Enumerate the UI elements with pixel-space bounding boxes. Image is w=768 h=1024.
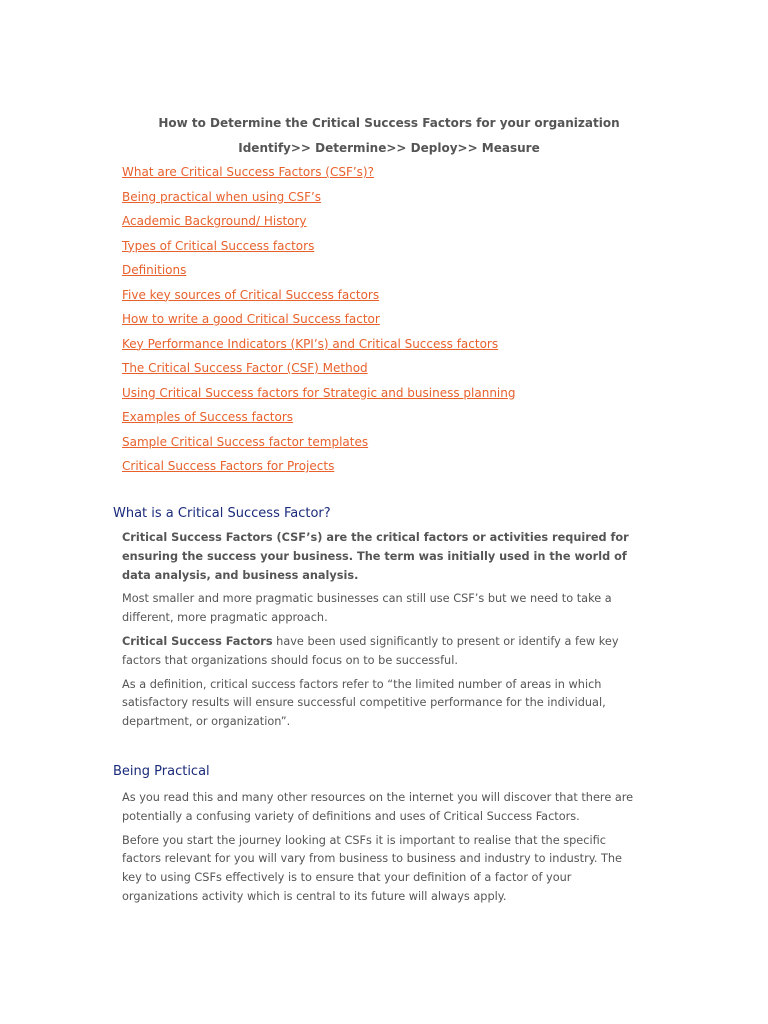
table-of-contents: [122, 164, 516, 483]
page-subtitle: Identify>> Determine>> Deploy>> Measure: [238, 141, 540, 155]
toc-link[interactable]: Critical Success Factors for Projects: [122, 459, 335, 473]
toc-item: [122, 434, 516, 459]
body-text: Before you start the journey looking at CSFs it is important to realise that the specific factors relevant for you will vary from business to business and industry to industry. The key to using CSFs effectively is to ensure that your definition of a factor of your organizations activity which is central to its future will always apply.: [122, 833, 623, 903]
toc-item: [122, 409, 516, 434]
body-text: As you read this and many other resources on the internet you will discover that there are potentially a confusing variety of definitions and uses of Critical Success Factors.: [122, 791, 634, 823]
toc-link[interactable]: Using Critical Success factors for Strategic and business planning: [122, 385, 516, 400]
toc-link[interactable]: Sample Critical Success factor templates: [122, 434, 369, 449]
page-title: How to Determine the Critical Success Factors for your organization: [158, 116, 620, 130]
paragraph: [122, 590, 642, 628]
toc-link[interactable]: Examples of Success factors: [122, 410, 294, 424]
toc-item: [122, 360, 516, 385]
paragraph: [122, 789, 642, 827]
toc-item: [122, 458, 516, 483]
toc-link[interactable]: Types of Critical Success factors: [122, 238, 315, 253]
toc-link[interactable]: How to write a good Critical Success factor: [122, 312, 380, 326]
body-text: Most smaller and more pragmatic businesses can still use CSF’s but we need to take a different, more pragmatic approach.: [122, 592, 612, 625]
section-body-being-practical: [122, 789, 642, 912]
paragraph: [122, 832, 642, 907]
toc-link[interactable]: What are Critical Success Factors (CSF’s)?: [122, 165, 374, 179]
toc-item: [122, 311, 516, 336]
toc-link[interactable]: The Critical Success Factor (CSF) Method: [122, 361, 368, 375]
section-heading-being-practical: Being Practical: [113, 764, 210, 779]
paragraph: [122, 529, 642, 585]
toc-item: [122, 262, 516, 287]
body-text: As a definition, critical success factors refer to “the limited number of areas in which satisfactory results will ensure successful competitive performance for the individual, department, or organization”.: [122, 677, 606, 729]
paragraph: [122, 676, 642, 732]
toc-item: [122, 213, 516, 238]
toc-link[interactable]: Definitions: [122, 263, 187, 277]
toc-item: [122, 336, 516, 361]
toc-item: [122, 238, 516, 263]
toc-link[interactable]: Key Performance Indicators (KPI’s) and Critical Success factors: [122, 336, 499, 351]
body-text: have been used significantly to present or identify a few key factors that organizations should focus on to be successful.: [122, 634, 619, 667]
paragraph: [122, 633, 642, 671]
toc-link[interactable]: Five key sources of Critical Success factors: [122, 287, 380, 302]
toc-link[interactable]: Being practical when using CSF’s: [122, 189, 322, 204]
bold-text: Critical Success Factors (CSF’s) are the critical factors or activities required for ensuring the success your business. The term was initially used in the world of data analysis, and business analysis.: [122, 531, 629, 582]
section-body-what-is-csf: [122, 529, 642, 737]
toc-link[interactable]: Academic Background/ History: [122, 214, 307, 228]
toc-item: [122, 164, 516, 189]
toc-item: [122, 385, 516, 410]
toc-item: [122, 189, 516, 214]
section-heading-what-is-csf: What is a Critical Success Factor?: [113, 506, 331, 521]
bold-text: Critical Success Factors: [122, 634, 273, 648]
toc-item: [122, 287, 516, 312]
